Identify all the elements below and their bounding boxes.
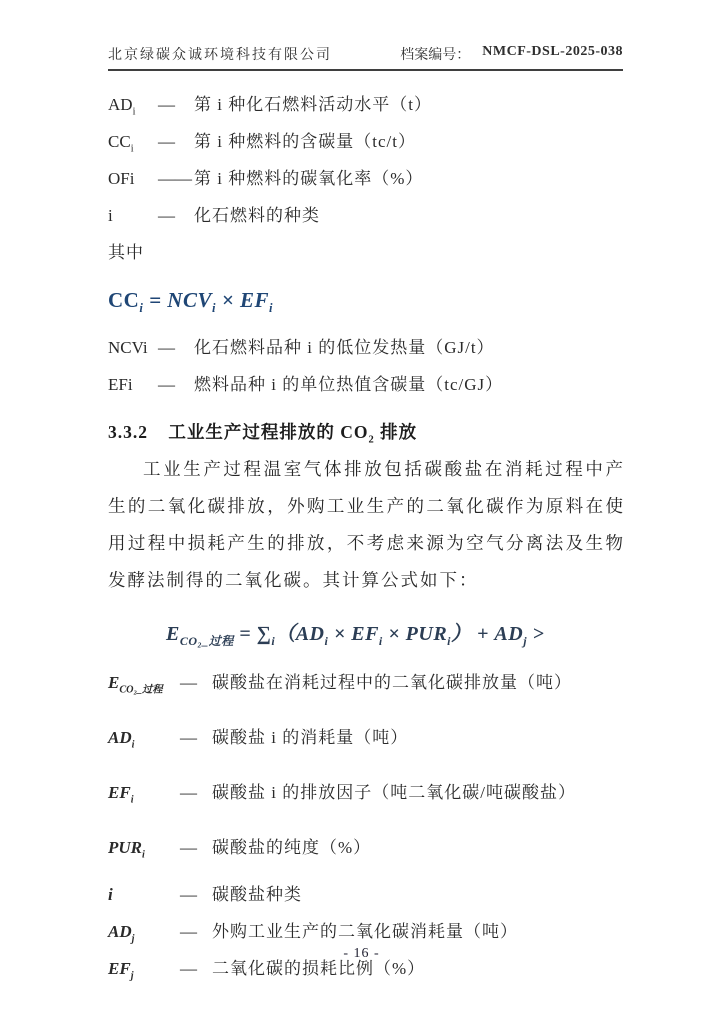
definition-dash: — bbox=[158, 132, 175, 151]
definition-desc: 碳酸盐种类 bbox=[212, 885, 302, 904]
archive-number-group bbox=[400, 44, 623, 64]
definition-dash: — bbox=[180, 783, 197, 802]
definition-term: $AD_j$ bbox=[108, 922, 135, 945]
definition-row-adj bbox=[108, 920, 625, 944]
definition-desc: 第 i 种燃料的含碳量（tc/t） bbox=[194, 132, 416, 151]
definition-desc: 化石燃料品种 i 的低位发热量（GJ/t） bbox=[194, 338, 495, 357]
definition-dash: — bbox=[180, 885, 197, 904]
definition-row-ofi bbox=[108, 160, 625, 197]
definition-desc: 碳酸盐的纯度（%） bbox=[212, 838, 372, 857]
definition-term: OFi bbox=[108, 169, 135, 188]
definition-dash: — bbox=[158, 206, 175, 225]
formula-process-emission: $E_{CO_2\_过程} = \sum_i(AD_i \times EF_i \times PUR_i) + AD_j$ > bbox=[166, 623, 545, 648]
definition-row-i bbox=[108, 197, 625, 234]
definition-dash: — bbox=[158, 338, 175, 357]
archive-label: 档案编号： bbox=[400, 48, 471, 63]
definition-desc: 外购工业生产的二氧化碳消耗量（吨） bbox=[212, 922, 518, 941]
definition-desc: 碳酸盐在消耗过程中的二氧化碳排放量（吨） bbox=[212, 673, 572, 692]
definition-row-efi bbox=[108, 366, 625, 403]
definition-term: $AD_i$ bbox=[108, 728, 135, 751]
body-paragraph: 工业生产过程温室气体排放包括碳酸盐在消耗过程中产生的二氧化碳排放，外购工业生产的二氧化碳作为原料在使用过程中损耗产生的排放，不考虑来源为空气分离法及生物发酵法制得的二氧化碳。其计算公式如下： bbox=[108, 459, 625, 590]
definition-row-ncvi bbox=[108, 329, 625, 366]
definition-dash: — bbox=[158, 375, 175, 394]
definition-term: EFi bbox=[108, 375, 133, 394]
definition-row-i2 bbox=[108, 883, 625, 907]
definition-desc: 化石燃料的种类 bbox=[194, 206, 320, 225]
company-name: 北京绿碳众诚环境科技有限公司 bbox=[108, 48, 332, 63]
section-number: 3.3.2 bbox=[108, 422, 148, 442]
definition-row-adi2 bbox=[108, 726, 625, 750]
definition-dash: — bbox=[158, 95, 175, 114]
definition-dash: — bbox=[180, 838, 197, 857]
definition-term: $EF_j$ bbox=[108, 959, 134, 982]
definition-dash: — bbox=[180, 959, 197, 978]
document-body bbox=[108, 86, 625, 981]
page-number: - 16 - bbox=[343, 946, 380, 961]
definition-dash: — bbox=[180, 673, 197, 692]
definition-term: $E_{CO_2\_过程}$ bbox=[108, 673, 163, 696]
definition-term: NCVi bbox=[108, 338, 148, 357]
definition-dash: — bbox=[180, 922, 197, 941]
definition-term: $EF_i$ bbox=[108, 783, 134, 806]
definition-row-puri bbox=[108, 836, 625, 860]
definition-row-e-process bbox=[108, 671, 625, 695]
archive-number: NMCF-DSL-2025-038 bbox=[482, 44, 623, 59]
definition-desc: 碳酸盐 i 的排放因子（吨二氧化碳/吨碳酸盐） bbox=[212, 783, 576, 802]
page-header bbox=[108, 44, 623, 71]
definition-desc: 碳酸盐 i 的消耗量（吨） bbox=[212, 728, 409, 747]
definition-row-efi2 bbox=[108, 781, 625, 805]
definition-dash: — bbox=[180, 728, 197, 747]
definition-row-adi bbox=[108, 86, 625, 123]
definition-desc: 燃料品种 i 的单位热值含碳量（tc/GJ） bbox=[194, 375, 504, 394]
definition-term: $AD_i$ bbox=[108, 95, 136, 118]
interlude-text: 其中 bbox=[108, 243, 144, 262]
definition-term: i bbox=[108, 206, 113, 225]
definition-term: $PUR_i$ bbox=[108, 838, 145, 861]
formula-cc-ncv-ef: $CC_i = NCV_i \times EF_i$ bbox=[108, 288, 273, 316]
definition-row-cci bbox=[108, 123, 625, 160]
definition-dash: —— bbox=[158, 169, 192, 188]
definition-desc: 第 i 种化石燃料活动水平（t） bbox=[194, 95, 432, 114]
definition-term: $CC_i$ bbox=[108, 132, 134, 155]
section-heading bbox=[108, 413, 625, 451]
section-title: 工业生产过程排放的 $CO_2$ 排放 bbox=[168, 422, 418, 446]
definition-desc: 第 i 种燃料的碳氧化率（%） bbox=[194, 169, 424, 188]
definition-term: i bbox=[108, 885, 113, 904]
definition-desc: 二氧化碳的损耗比例（%） bbox=[212, 959, 426, 978]
